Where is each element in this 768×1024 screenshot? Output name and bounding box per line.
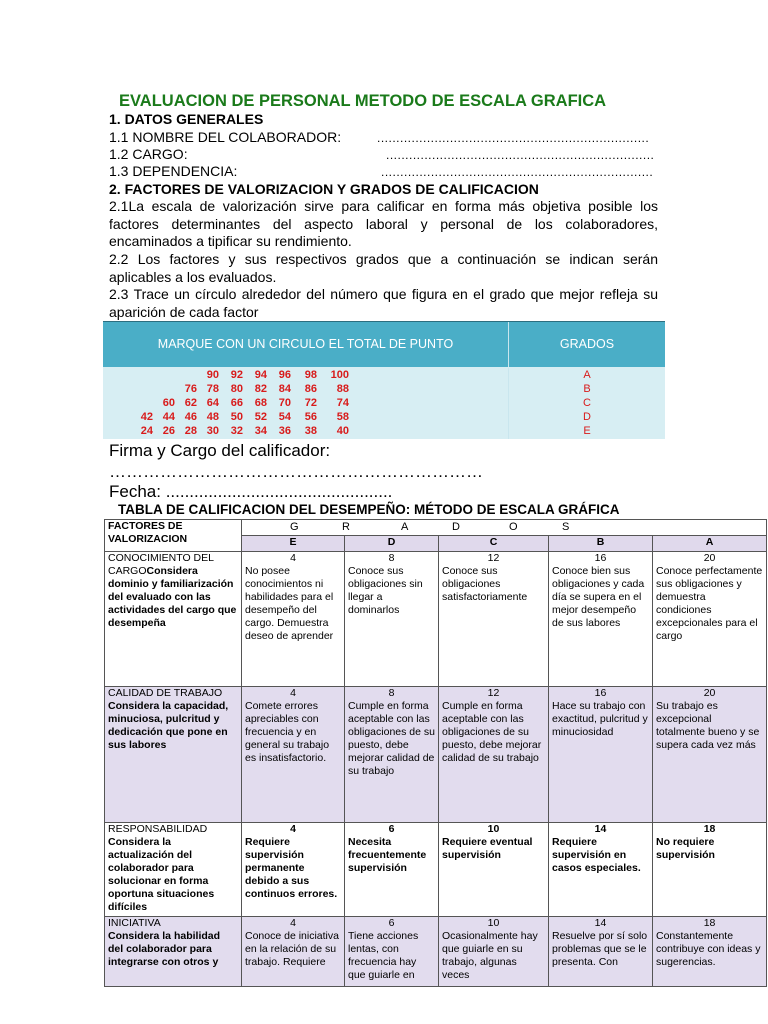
grading-number: 60 <box>162 397 175 409</box>
grading-number: 68 <box>254 397 267 409</box>
cell-score: 14 <box>594 823 607 835</box>
grading-number: 96 <box>278 369 291 381</box>
field-cargo-label: 1.2 CARGO: <box>109 146 188 162</box>
grading-number: 42 <box>140 411 153 423</box>
cell-score: 18 <box>703 823 716 835</box>
cell-text: Requiere supervisión permanente debido a sus continuos errores. <box>245 836 338 900</box>
grading-number: 52 <box>254 411 267 423</box>
grade-col-c: C <box>439 536 549 552</box>
grading-number: 54 <box>278 411 291 423</box>
grading-number: 70 <box>278 397 291 409</box>
firma-dots: ………………………………………………………… <box>109 462 483 481</box>
grados-letter: O <box>509 521 518 533</box>
cell-score: 10 <box>487 823 500 835</box>
factor-name: CONOCIMIENTO DEL CARGO <box>108 552 214 577</box>
grading-number: 38 <box>304 425 317 437</box>
grade-col-e: E <box>242 536 345 552</box>
cell-score: 12 <box>487 687 500 699</box>
grading-number: 48 <box>206 411 219 423</box>
grading-number: 40 <box>336 425 349 437</box>
cell-text: Requiere eventual supervisión <box>442 836 533 861</box>
cell-text: Conoce bien sus obligaciones y cada día se supera en el mejor desempeño de sus labores <box>552 565 645 629</box>
grading-number: 32 <box>230 425 243 437</box>
grados-letter: A <box>401 521 409 533</box>
paragraph-2-3: 2.3 Trace un círculo alrededor del número que figura en el grado que mejor refleja su aparición de cada factor <box>109 286 658 320</box>
cell-score: 4 <box>290 917 296 929</box>
grading-number: 34 <box>254 425 267 437</box>
grading-number: 66 <box>230 397 243 409</box>
cell-text: Conoce sus obligaciones sin llegar a dominarlos <box>348 565 423 616</box>
cell-text: Constantemente contribuye con ideas y sugerencias. <box>656 930 761 968</box>
cell-text: Comete errores apreciables con frecuencia y en general su trabajo es insatisfactorio. <box>245 700 330 764</box>
grade-col-a: A <box>653 536 767 552</box>
grading-number: 84 <box>278 383 291 395</box>
grading-header-right: GRADOS <box>559 337 615 351</box>
section-1-heading: 1. DATOS GENERALES <box>109 111 264 127</box>
cell-text: Hace su trabajo con exactitud, pulcritud y minuciosidad <box>552 700 648 738</box>
cell-score: 16 <box>594 552 607 564</box>
grading-number: 82 <box>254 383 267 395</box>
grading-number: 44 <box>162 411 175 423</box>
grading-grade-letter: A <box>583 369 591 381</box>
grading-number: 88 <box>336 383 349 395</box>
grade-cell <box>653 823 767 917</box>
grading-number: 86 <box>304 383 317 395</box>
cell-score: 18 <box>703 917 716 929</box>
table-row <box>105 823 767 917</box>
grade-cell <box>549 552 653 687</box>
grade-cell <box>439 687 549 823</box>
grading-number: 50 <box>230 411 243 423</box>
cell-text: Conoce sus obligaciones satisfactoriamente <box>442 565 528 603</box>
grados-letter: D <box>452 521 460 533</box>
grading-number: 46 <box>184 411 197 423</box>
grade-cell <box>439 552 549 687</box>
grados-letter: S <box>562 521 570 533</box>
grading-number-row <box>103 382 508 396</box>
field-nombre-label: 1.1 NOMBRE DEL COLABORADOR: <box>109 129 342 145</box>
grading-number-row <box>103 396 508 410</box>
factor-cell <box>105 687 242 823</box>
grade-col-d: D <box>345 536 439 552</box>
grade-cell <box>345 552 439 687</box>
table-row <box>105 552 767 687</box>
grading-header <box>103 321 665 367</box>
grading-number: 24 <box>140 425 153 437</box>
grading-number: 36 <box>278 425 291 437</box>
factor-cell <box>105 552 242 687</box>
grading-number: 30 <box>206 425 219 437</box>
field-nombre-value: ....................................................................... <box>377 131 650 145</box>
cell-score: 10 <box>487 917 500 929</box>
grade-cell <box>345 917 439 987</box>
cell-score: 4 <box>290 687 296 699</box>
grading-number: 92 <box>230 369 243 381</box>
grade-cell <box>549 687 653 823</box>
grading-number: 64 <box>206 397 219 409</box>
grading-number: 98 <box>304 369 317 381</box>
grade-cell <box>653 917 767 987</box>
grading-number: 78 <box>206 383 219 395</box>
grading-header-left: MARQUE CON UN CIRCULO EL TOTAL DE PUNTO <box>103 321 509 367</box>
cell-score: 12 <box>487 552 500 564</box>
grados-letter: G <box>290 521 299 533</box>
grade-cell <box>549 917 653 987</box>
grading-number: 26 <box>162 425 175 437</box>
cell-text: Cumple en forma aceptable con las obligaciones de su puesto, debe mejorar calidad de su trabajo <box>348 700 435 777</box>
grade-cell <box>549 823 653 917</box>
grading-number: 90 <box>206 369 219 381</box>
grading-grade-letter: E <box>583 425 591 437</box>
grade-col-b: B <box>549 536 653 552</box>
paragraph-2-1: 2.1La escala de valorización sirve para calificar en forma más objetiva posible los factores determinantes del aspecto laboral y personal de los colaboradores, encaminados a tipificar su rendimiento. <box>109 198 658 249</box>
cell-text: Cumple en forma aceptable con las obligaciones de su puesto, debe mejorar calidad de su trabajo <box>442 700 542 764</box>
cell-text: Requiere supervisión en casos especiales. <box>552 836 641 874</box>
grading-box <box>103 321 665 439</box>
factor-name: INICIATIVA <box>108 917 161 929</box>
cell-score: 20 <box>703 552 716 564</box>
factor-header: FACTORES DE VALORIZACION <box>105 520 242 552</box>
table-row <box>105 917 767 987</box>
grade-cell <box>242 823 345 917</box>
grade-cell <box>242 552 345 687</box>
field-dependencia-label: 1.3 DEPENDENCIA: <box>109 163 238 179</box>
factor-description: Considera la actualización del colaborador para solucionar en forma oportuna situaciones difíciles <box>108 836 215 913</box>
cell-text: No requiere supervisión <box>656 836 715 861</box>
cell-score: 8 <box>388 687 395 699</box>
cell-score: 14 <box>594 917 607 929</box>
grading-number: 76 <box>184 383 197 395</box>
cell-score: 6 <box>388 823 395 835</box>
factor-cell <box>105 823 242 917</box>
grading-number: 74 <box>336 397 349 409</box>
grade-cell <box>345 687 439 823</box>
cell-text: Conoce perfectamente sus obligaciones y demuestra condiciones excepcionales para el cargo <box>656 565 763 642</box>
grading-number-row <box>103 424 508 438</box>
factor-cell <box>105 917 242 987</box>
cell-text: Resuelve por sí solo problemas que se le presenta. Con <box>552 930 648 968</box>
grading-number: 80 <box>230 383 243 395</box>
cell-text: Su trabajo es excepcional totalmente bueno y se supera cada vez más <box>656 700 760 751</box>
grading-number-row <box>103 368 508 382</box>
cell-score: 4 <box>290 823 296 835</box>
grade-cell <box>439 823 549 917</box>
cell-text: Conoce de iniciativa en la relación de su trabajo. Requiere <box>245 930 339 968</box>
cell-score: 4 <box>290 552 296 564</box>
table-title: TABLA DE CALIFICACION DEL DESEMPEÑO: MÉTODO DE ESCALA GRÁFICA <box>118 502 620 517</box>
grading-grade-letter: C <box>583 397 591 409</box>
grade-cell <box>439 917 549 987</box>
fecha-label: Fecha: ................................................ <box>109 482 393 501</box>
grading-number: 28 <box>184 425 197 437</box>
grading-number: 100 <box>330 369 349 381</box>
factor-name: RESPONSABILIDAD <box>108 823 208 835</box>
field-cargo-value: ...................................................................... <box>386 148 655 162</box>
grading-number: 72 <box>304 397 317 409</box>
cell-score: 20 <box>703 687 716 699</box>
calificacion-table <box>104 519 767 987</box>
cell-text: Necesita frecuentemente supervisión <box>348 836 427 874</box>
grados-letter: R <box>342 521 350 533</box>
grados-letters-row <box>242 520 767 536</box>
grade-cell <box>653 687 767 823</box>
grading-number: 62 <box>184 397 197 409</box>
factor-description: Considera la capacidad, minuciosa, pulcritud y dedicación que pone en sus labores <box>108 700 229 751</box>
cell-score: 6 <box>388 917 395 929</box>
grading-number-row <box>103 410 508 424</box>
table-row <box>105 687 767 823</box>
factor-description: Considera dominio y familiarización del evaluado con las actividades del cargo que desempeña <box>108 565 237 629</box>
cell-score: 8 <box>388 552 395 564</box>
grading-number: 56 <box>304 411 317 423</box>
field-dependencia-value: ....................................................................... <box>381 165 654 179</box>
cell-text: Ocasionalmente hay que guiarle en su trabajo, algunas veces <box>442 930 538 981</box>
grading-grade-letter: D <box>583 411 591 423</box>
cell-text: No posee conocimientos ni habilidades para el desempeño del cargo. Demuestra deseo de aprender <box>245 565 334 642</box>
cell-score: 16 <box>594 687 607 699</box>
firma-label: Firma y Cargo del calificador: <box>109 441 331 460</box>
factor-name: CALIDAD DE TRABAJO <box>108 687 223 699</box>
grade-cell <box>242 687 345 823</box>
grade-cell <box>242 917 345 987</box>
grading-numbers <box>103 368 509 439</box>
grading-number: 94 <box>254 369 267 381</box>
doc-title: EVALUACION DE PERSONAL METODO DE ESCALA GRAFICA <box>119 92 607 110</box>
factor-description: Considera la habilidad del colaborador para integrarse con otros y <box>108 930 221 968</box>
grade-cell <box>653 552 767 687</box>
cell-text: Tiene acciones lentas, con frecuencia hay que guiarle en <box>348 930 419 981</box>
grading-grade-letter: B <box>583 383 591 395</box>
grading-number: 58 <box>336 411 349 423</box>
section-2-heading: 2. FACTORES DE VALORIZACION Y GRADOS DE CALIFICACION <box>109 181 539 197</box>
grade-cell <box>345 823 439 917</box>
paragraph-2-2: 2.2 Los factores y sus respectivos grados que a continuación se indican serán aplicables a los evaluados. <box>109 251 658 285</box>
